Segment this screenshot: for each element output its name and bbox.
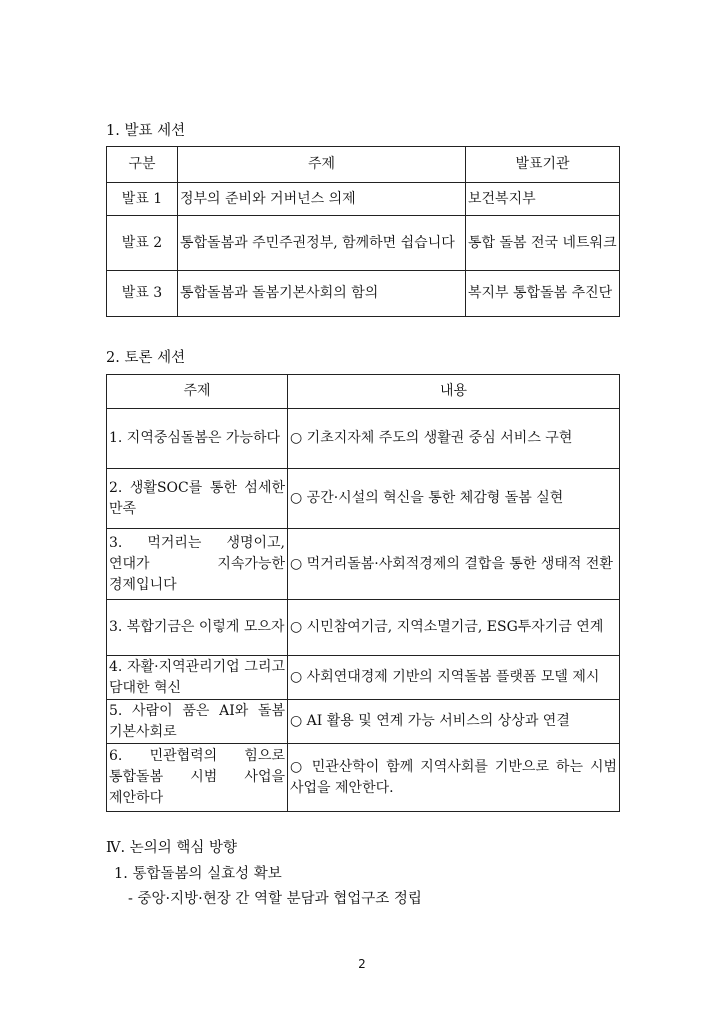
table-row — [107, 183, 620, 216]
cell-topic: 4. 자활·지역관리기업 그리고 담대한 혁신 — [107, 656, 288, 700]
header-topic: 주제 — [107, 375, 288, 409]
cell-topic: 6. 민관협력의 힘으로 통합돌봄 시범 사업을 제안하다 — [107, 744, 288, 812]
header-topic: 주제 — [178, 147, 466, 183]
header-category: 구분 — [107, 147, 178, 183]
section4-bullet: - 중앙·지방·현장 간 역할 분담과 협업구조 정립 — [128, 891, 422, 907]
section4-heading: Ⅳ. 논의의 핵심 방향 — [106, 840, 237, 856]
cell-presenter: 보건복지부 — [466, 183, 620, 216]
discussion-table — [106, 374, 620, 812]
section1-heading: 1. 발표 세션 — [106, 123, 186, 139]
cell-topic: 1. 지역중심돌봄은 가능하다 — [107, 409, 288, 469]
table-header-row — [107, 147, 620, 183]
header-presenter: 발표기관 — [466, 147, 620, 183]
cell-presenter: 복지부 통합돌봄 추진단 — [466, 271, 620, 317]
section2-heading: 2. 토론 세션 — [106, 350, 186, 366]
cell-content: ○ 사회연대경제 기반의 지역돌봄 플랫폼 모델 제시 — [288, 656, 620, 700]
cell-topic: 통합돌봄과 돌봄기본사회의 함의 — [178, 271, 466, 317]
table-row — [107, 216, 620, 271]
table-row — [107, 529, 620, 600]
cell-content: ○ 민관산학이 함께 지역사회를 기반으로 하는 시범 사업을 제안한다. — [288, 744, 620, 812]
cell-topic: 3. 복합기금은 이렇게 모으자 — [107, 600, 288, 656]
cell-topic: 5. 사람이 품은 AI와 돌봄 기본사회로 — [107, 700, 288, 744]
table-row — [107, 271, 620, 317]
cell-presenter: 통합 돌봄 전국 네트워크 — [466, 216, 620, 271]
cell-topic: 2. 생활SOC를 통한 섬세한 만족 — [107, 469, 288, 529]
section4-subheading: 1. 통합돌봄의 실효성 확보 — [114, 866, 282, 882]
table-row — [107, 744, 620, 812]
cell-topic: 통합돌봄과 주민주권정부, 함께하면 쉽습니다 — [178, 216, 466, 271]
cell-content: ○ AI 활용 및 연계 가능 서비스의 상상과 연결 — [288, 700, 620, 744]
table-row — [107, 656, 620, 700]
header-content: 내용 — [288, 375, 620, 409]
cell-topic: 3. 먹거리는 생명이고, 연대가 지속가능한 경제입니다 — [107, 529, 288, 600]
cell-content: ○ 기초지자체 주도의 생활권 중심 서비스 구현 — [288, 409, 620, 469]
cell-topic: 정부의 준비와 거버넌스 의제 — [178, 183, 466, 216]
table-header-row — [107, 375, 620, 409]
table-row — [107, 700, 620, 744]
page-number: 2 — [358, 957, 366, 971]
cell-content: ○ 공간·시설의 혁신을 통한 체감형 돌봄 실현 — [288, 469, 620, 529]
cell-category: 발표 1 — [107, 183, 178, 216]
table-row — [107, 469, 620, 529]
cell-category: 발표 3 — [107, 271, 178, 317]
cell-content: ○ 시민참여기금, 지역소멸기금, ESG투자기금 연계 — [288, 600, 620, 656]
table-row — [107, 600, 620, 656]
cell-content: ○ 먹거리돌봄·사회적경제의 결합을 통한 생태적 전환 — [288, 529, 620, 600]
table-row — [107, 409, 620, 469]
presentation-table — [106, 146, 620, 317]
cell-category: 발표 2 — [107, 216, 178, 271]
